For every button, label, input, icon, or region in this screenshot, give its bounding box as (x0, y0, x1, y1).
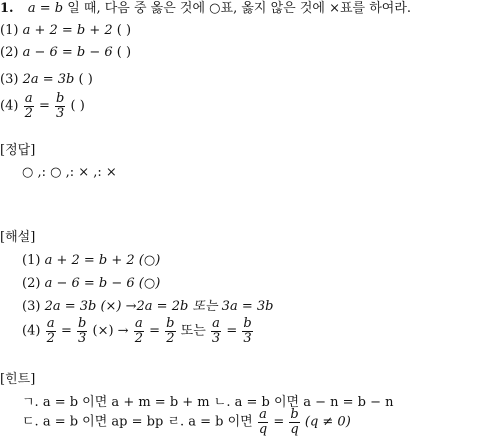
answer-header: [정답] (0, 143, 36, 158)
item-expression: a + 2 = b + 2 (○) (44, 253, 161, 268)
fraction: $\frac{b}{3}$ (78, 316, 87, 346)
hint-header: [힌트] (0, 372, 36, 387)
problem-header (0, 2, 411, 15)
hint-text: ㄷ. a = b 이면 ap = bp ㄹ. a = b 이면 (22, 414, 253, 430)
answer-blank: ( ) (78, 72, 93, 87)
explanation-item-2 (22, 277, 160, 290)
item-expression: 2a = 3b (22, 72, 75, 87)
item-label: (1) (0, 23, 19, 38)
item-label: (1) (22, 253, 41, 268)
answer-blank: ( ) (116, 45, 132, 60)
hint-line-2 (22, 408, 351, 436)
fraction: $\frac{a}{2}$ (134, 316, 143, 346)
item-expression: a − 6 = b − 6 (○) (44, 276, 161, 291)
cross-mark: (×) → (92, 323, 129, 339)
problem-item-4 (0, 92, 85, 120)
problem-condition: a = b (27, 1, 64, 16)
item-label: (2) (22, 276, 41, 291)
problem-number: 1. (0, 1, 14, 16)
problem-item-1 (0, 24, 131, 37)
fraction: $\frac{a}{2}$ (46, 316, 55, 346)
item-label: (4) (0, 98, 19, 114)
item-expression: a − 6 = b − 6 (22, 45, 113, 60)
problem-item-2 (0, 46, 131, 59)
explanation-header: [해설] (0, 230, 36, 245)
fraction: $\frac{b}{3}$ (243, 316, 252, 346)
fraction: $\frac{b}{q}$ (290, 407, 299, 437)
fraction: $\frac{b}{2}$ (166, 316, 175, 346)
problem-item-3 (0, 73, 93, 86)
fraction: $\frac{b}{3}$ (56, 91, 65, 121)
equals-sign: = (38, 98, 50, 114)
item-expression: a + 2 = b + 2 (22, 23, 113, 38)
explanation-item-1 (22, 254, 160, 267)
or-text: 또는 (180, 323, 206, 339)
equals-sign: = (273, 414, 285, 430)
item-label: (3) (22, 299, 41, 314)
problem-instruction: 일 때, 다음 중 옳은 것에 ○표, 옳지 않은 것에 ×표를 하여라. (67, 1, 412, 16)
fraction: $\frac{a}{2}$ (24, 91, 33, 121)
explanation-item-4: (4) $\frac{a}{2}$ = $\frac{b}{3}$ (×) → $\frac{a}{2}$ = $\frac{b}{2}$ 또는 $\frac{a}{3}$ = $\frac{b}{3}$ (22, 316, 252, 346)
item-label: (3) (0, 72, 19, 87)
answer-blank: ( ) (70, 98, 85, 114)
item-label: (2) (0, 45, 19, 60)
explanation-item-3 (22, 300, 273, 313)
fraction: $\frac{a}{3}$ (211, 316, 221, 346)
item-label: (4) (22, 323, 41, 339)
hint-condition: (q ≠ 0) (304, 414, 351, 430)
fraction: $\frac{a}{q}$ (258, 407, 268, 437)
hint-line-1: ㄱ. a = b 이면 a + m = b + m ㄴ. a = b 이면 a − n = b − n (22, 395, 394, 410)
answer-blank: ( ) (116, 23, 132, 38)
answer-text: ○ ,: ○ ,: × ,: × (22, 165, 117, 180)
item-expression: 2a = 3b (×) →2a = 2b 또는 3a = 3b (44, 299, 274, 314)
